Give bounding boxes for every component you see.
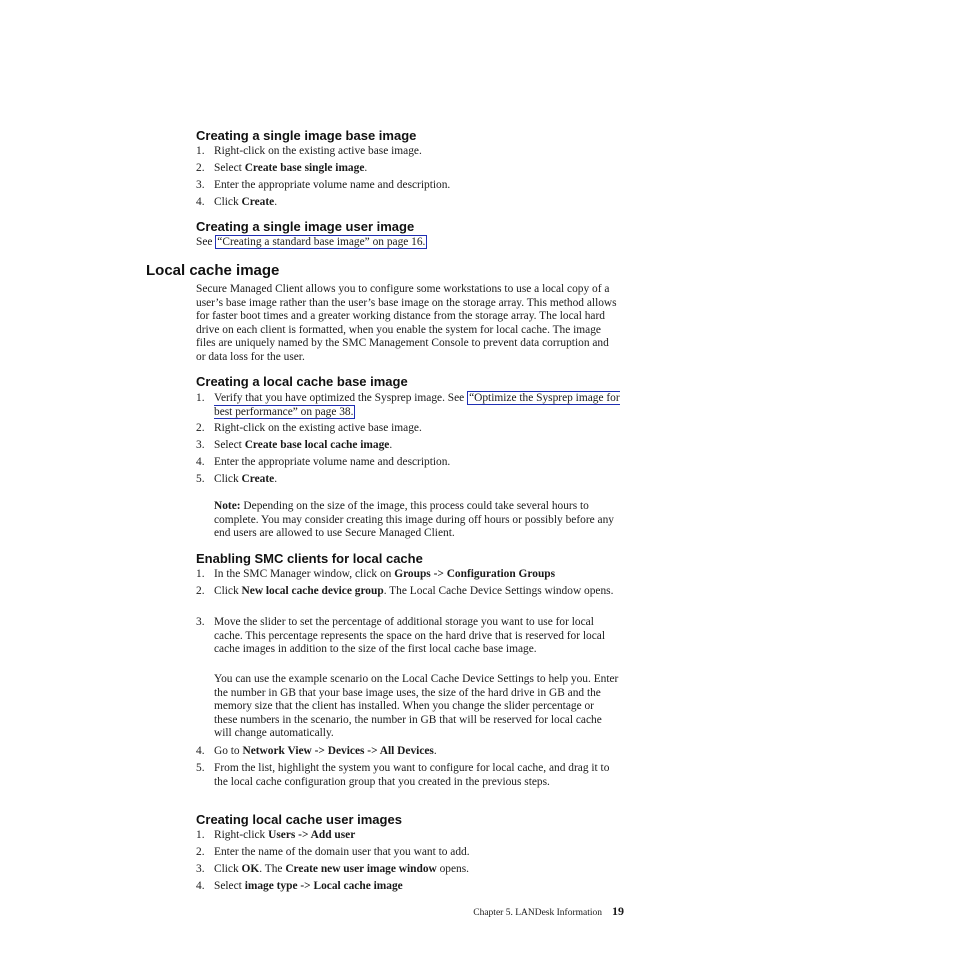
- heading-local-cache-base: Creating a local cache base image: [196, 374, 408, 389]
- list-item: 1. Right-click Users -> Add user: [196, 829, 356, 841]
- heading-local-cache-image: Local cache image: [146, 262, 280, 279]
- page-footer: [460, 902, 624, 920]
- list-item: 1. Right-click on the existing active base image.: [196, 145, 422, 157]
- list-item: 4. Click Create.: [196, 196, 278, 208]
- list-item: 3. Enter the appropriate volume name and description.: [196, 179, 451, 191]
- see-reference: See “Creating a standard base image” on page 16.: [196, 236, 426, 248]
- cross-reference-link[interactable]: “Creating a standard base image” on page 16.: [217, 236, 426, 248]
- list-item: 1. In the SMC Manager window, click on Groups -> Configuration Groups: [196, 568, 556, 580]
- list-item: 2. Right-click on the existing active base image.: [196, 422, 422, 434]
- heading-local-cache-user-images: Creating local cache user images: [196, 812, 402, 827]
- list-item: 2. Select Create base single image.: [196, 162, 368, 174]
- list-item: 4. Select image type -> Local cache image: [196, 880, 403, 892]
- list-item: 2. Enter the name of the domain user that you want to add.: [196, 846, 470, 858]
- heading-single-image-user: Creating a single image user image: [196, 219, 415, 234]
- list-item: 3. Click OK. The Create new user image window opens.: [196, 863, 470, 875]
- list-item: 4. Enter the appropriate volume name and description.: [196, 456, 451, 468]
- chapter-label: Chapter 5. LANDesk Information: [473, 908, 602, 918]
- list-item: 2. Click New local cache device group. The Local Cache Device Settings window opens.: [196, 585, 614, 597]
- heading-enabling-smc-clients: Enabling SMC clients for local cache: [196, 551, 423, 566]
- note-block: Note: Depending on the size of the image, this process could take several hours to complete. You may consider creating this image during off hours or possibly before any end users are allowed to use Secure Managed Client.: [214, 500, 614, 540]
- list-item: 5. Click Create.: [196, 473, 278, 485]
- list-item: 1. Verify that you have optimized the Sysprep image. See “Optimize the Sysprep image for best performance” on page 38.: [196, 392, 620, 418]
- cross-reference-link[interactable]: “Optimize the Sysprep image for best performance” on page 38.: [214, 392, 620, 418]
- note-label: Note:: [214, 500, 241, 512]
- list-item: 4. Go to Network View -> Devices -> All Devices.: [196, 745, 437, 757]
- list-item: 3. Select Create base local cache image.: [196, 439, 393, 451]
- heading-single-image-base: Creating a single image base image: [196, 128, 417, 143]
- page-number: 19: [612, 904, 624, 918]
- step-continuation-paragraph: You can use the example scenario on the Local Cache Device Settings to help you. Enter the number in GB that your base image uses, the size of the hard drive in GB and the memory size that the client has installed. When you change the slider percentage or these numbers in the scenario, the number in GB that will be reserved for local cache will change automatically.: [214, 673, 619, 740]
- list-item: 3. Move the slider to set the percentage of additional storage you want to use for local cache. This percentage represents the space on the hard drive that is reserved for local cache images in addition to the size of the first local cache base image.: [196, 616, 606, 656]
- local-cache-intro-paragraph: Secure Managed Client allows you to configure some workstations to use a local copy of a user’s base image rather than the user’s base image on the storage array. This method allows for faster boot times and a greater working distance from the storage array. The local hard drive on each client is formatted, when you enable the system for local cache. The image files are uniquely named by the SMC Management Console to prevent data corruption and or data loss for the user.: [196, 283, 617, 363]
- list-item: 5. From the list, highlight the system you want to configure for local cache, and drag it to the local cache configuration group that you created in the previous steps.: [196, 762, 610, 788]
